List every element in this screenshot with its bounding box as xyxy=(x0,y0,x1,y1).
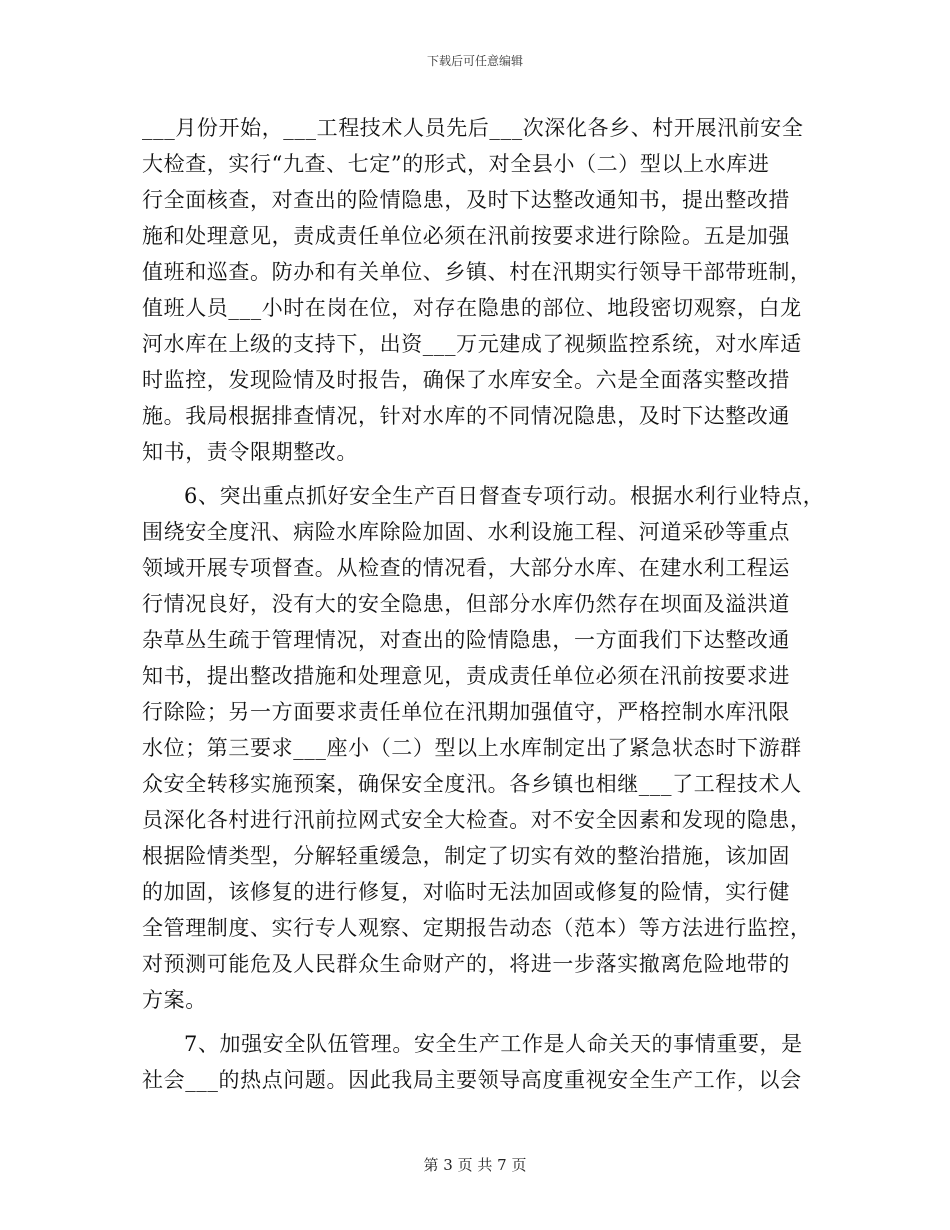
text-line: 水位；第三要求___座小（二）型以上水库制定出了紧急状态时下游群 xyxy=(142,736,802,760)
paragraph xyxy=(142,1026,822,1098)
text-line: 社会___的热点问题。因此我局主要领导高度重视安全生产工作，以会 xyxy=(142,1068,802,1092)
text-line: 行情况良好，没有大的安全隐患，但部分水库仍然存在坝面及溢洪道 xyxy=(142,592,790,616)
text-line: 行全面核查，对查出的险情隐患，及时下达整改通知书，提出整改措 xyxy=(142,188,790,212)
text-line: 对预测可能危及人民群众生命财产的，将进一步落实撤离危险地带的 xyxy=(142,952,790,976)
text-line: 6、突出重点抓好安全生产百日督查专项行动。根据水利行业特点， xyxy=(184,484,825,508)
text-line: 领域开展专项督查。从检查的情况看，大部分水库、在建水利工程运 xyxy=(142,556,790,580)
text-line: 根据险情类型，分解轻重缓急，制定了切实有效的整治措施，该加固 xyxy=(142,844,790,868)
text-line: 杂草丛生疏于管理情况，对查出的险情隐患，一方面我们下达整改通 xyxy=(142,628,790,652)
text-line: ___月份开始，___工程技术人员先后___次深化各乡、村开展汛前安全 xyxy=(142,116,804,140)
text-line: 7、加强安全队伍管理。安全生产工作是人命关天的事情重要，是 xyxy=(184,1032,803,1056)
page-footer: 第 3 页 共 7 页 xyxy=(423,1156,527,1174)
text-line: 大检查，实行“九查、七定”的形式，对全县小（二）型以上水库进 xyxy=(142,152,770,176)
text-line: 施和处理意见，责成责任单位必须在汛前按要求进行除险。五是加强 xyxy=(142,224,790,248)
text-line: 围绕安全度汛、病险水库除险加固、水利设施工程、河道采砂等重点 xyxy=(142,520,790,544)
text-line: 值班和巡查。防办和有关单位、乡镇、村在汛期实行领导干部带班制， xyxy=(142,260,812,284)
text-line: 行除险；另一方面要求责任单位在汛期加强值守，严格控制水库汛限 xyxy=(142,700,790,724)
document-body xyxy=(142,110,825,1098)
text-line: 知书，提出整改措施和处理意见，责成责任单位必须在汛前按要求进 xyxy=(142,664,790,688)
text-line: 的加固，该修复的进行修复，对临时无法加固或修复的险情，实行健 xyxy=(142,880,790,904)
paragraph xyxy=(142,478,825,1018)
text-line: 值班人员___小时在岗在位，对存在隐患的部位、地段密切观察，白龙 xyxy=(142,296,802,320)
text-line: 众安全转移实施预案，确保安全度汛。各乡镇也相继___了工程技术人 xyxy=(142,772,802,796)
page-header: 下载后可任意编辑 xyxy=(426,54,523,68)
text-line: 知书，责令限期整改。 xyxy=(142,440,358,464)
text-line: 方案。 xyxy=(142,988,207,1012)
text-line: 施。我局根据排查情况，针对水库的不同情况隐患，及时下达整改通 xyxy=(142,404,790,428)
text-line: 时监控，发现险情及时报告，确保了水库安全。六是全面落实整改措 xyxy=(142,368,790,392)
text-line: 河水库在上级的支持下，出资___万元建成了视频监控系统，对水库适 xyxy=(142,332,802,356)
text-line: 员深化各村进行汛前拉网式安全大检查。对不安全因素和发现的隐患， xyxy=(142,808,812,832)
text-line: 全管理制度、实行专人观察、定期报告动态（范本）等方法进行监控， xyxy=(142,916,812,940)
paragraph xyxy=(142,110,822,470)
